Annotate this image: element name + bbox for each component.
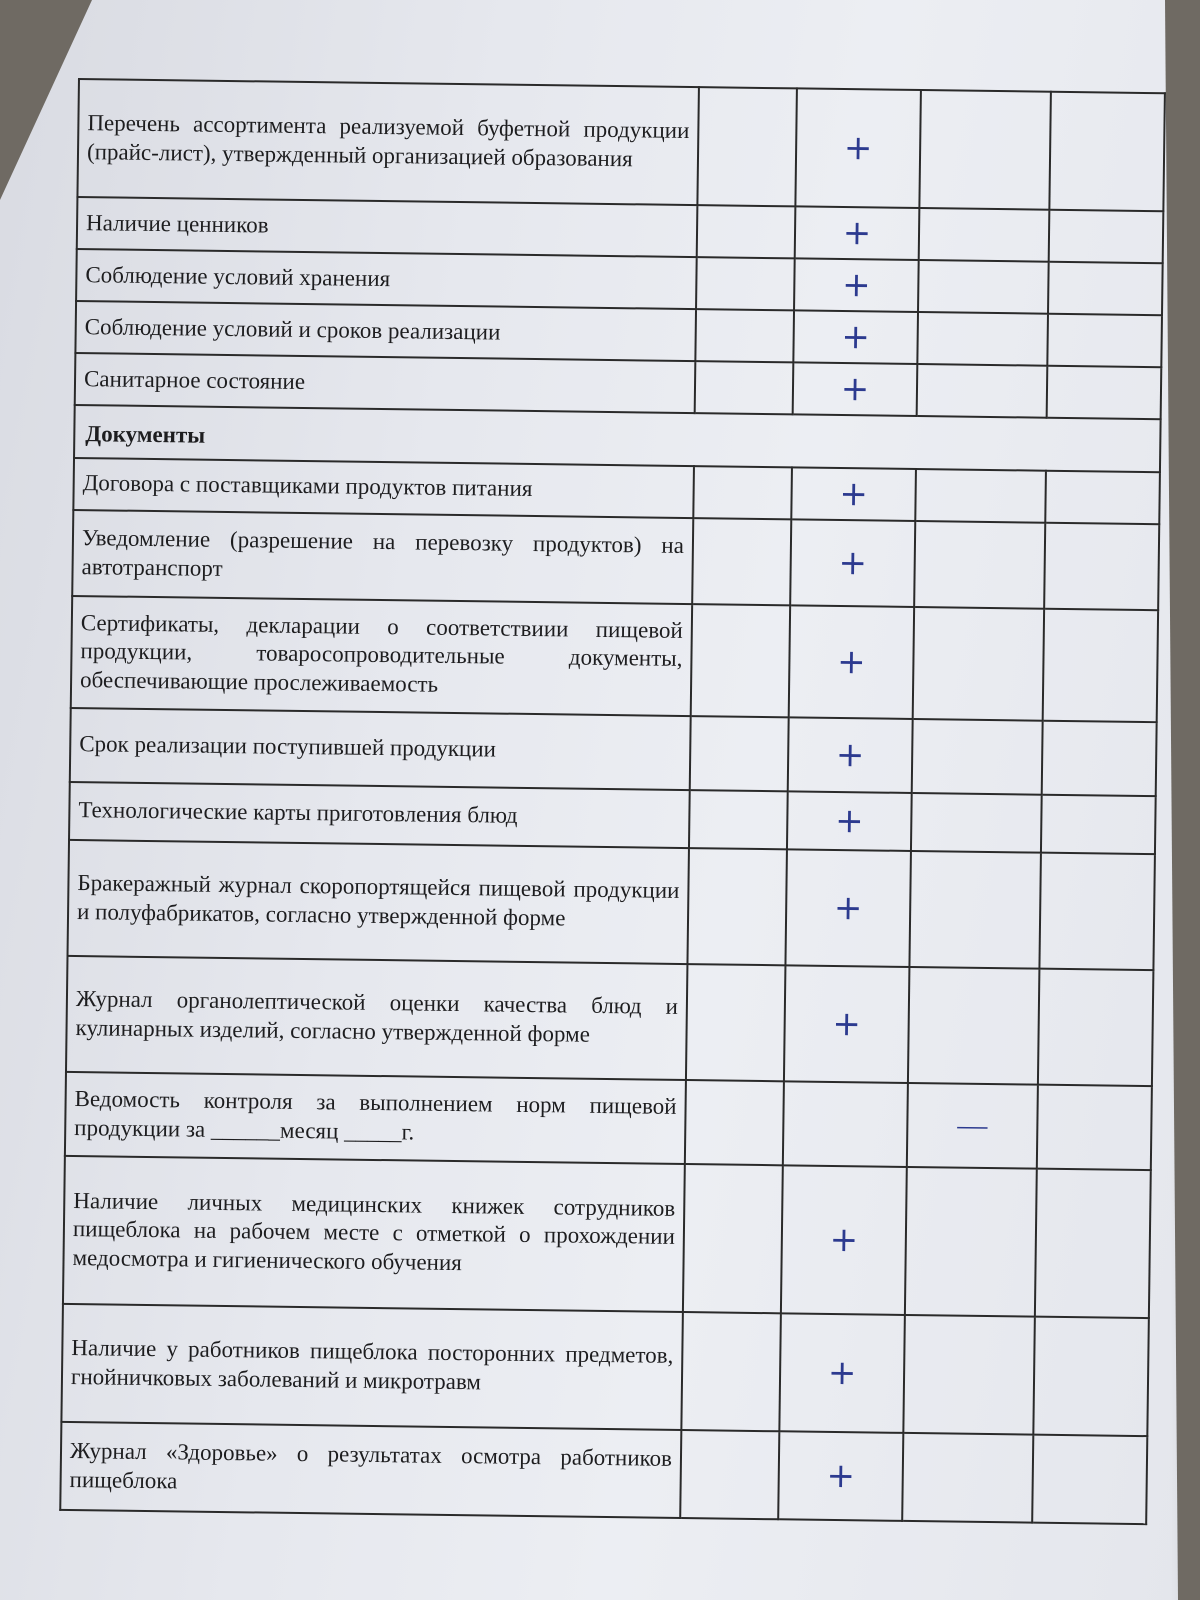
empty-cell [1033, 1316, 1149, 1435]
row-label: Санитарное состояние [75, 353, 696, 413]
row-label: Срок реализации поступившей продукции [70, 708, 691, 790]
empty-cell [914, 521, 1045, 609]
checklist-sheet [59, 78, 1164, 1525]
table-row [66, 956, 1153, 1086]
empty-cell [696, 257, 795, 310]
empty-cell [686, 964, 786, 1081]
empty-cell [1044, 522, 1159, 609]
empty-cell [1043, 608, 1158, 721]
empty-cell [1045, 470, 1160, 523]
empty-cell [903, 1315, 1035, 1435]
checklist-table [59, 78, 1166, 1525]
empty-cell [680, 1430, 779, 1519]
row-label: Ведомость контроля за выполнением норм пищевой продукции за ______месяц _____г. [65, 1072, 686, 1164]
empty-cell [913, 607, 1044, 721]
empty-cell [908, 967, 1040, 1085]
empty-cell [689, 790, 788, 849]
empty-cell [912, 719, 1043, 795]
table-row [72, 510, 1159, 610]
table-row [63, 1156, 1151, 1318]
plus-mark: + [788, 717, 913, 793]
plus-mark: + [791, 467, 916, 521]
plus-mark: + [781, 1165, 907, 1315]
empty-cell [692, 518, 791, 605]
empty-cell [697, 87, 797, 206]
plus-mark: + [787, 791, 912, 851]
empty-cell [691, 604, 790, 717]
empty-cell [1047, 366, 1162, 419]
row-label: Перечень ассортимента реализуемой буфетной продукции (прайс-лист), утвержденный организацией образования [77, 79, 698, 205]
row-label: Журнал органолептической оценки качества блюд и кулинарных изделий, согласно утвержденной форме [66, 956, 687, 1080]
plus-mark: + [789, 605, 914, 719]
empty-cell [1042, 720, 1157, 795]
empty-cell [1049, 92, 1165, 211]
dash-mark: — [907, 1083, 1038, 1169]
empty-cell [1041, 794, 1156, 853]
empty-cell [690, 716, 789, 791]
table-row [77, 79, 1164, 211]
table-row [60, 1422, 1147, 1524]
row-label: Соблюдение условий хранения [76, 249, 697, 309]
section-title: Документы [74, 405, 1161, 472]
plus-mark: + [795, 88, 921, 208]
plus-mark: + [793, 310, 918, 364]
row-label: Уведомление (разрешение на перевозку продуктов) на автотранспорт [72, 510, 693, 604]
plus-mark: + [779, 1313, 905, 1433]
empty-cell [1049, 210, 1164, 263]
empty-cell [917, 312, 1048, 366]
row-label: Бракеражный журнал скоропортящейся пищевой продукции и полуфабрикатов, согласно утвержденной форме [68, 840, 689, 964]
empty-cell [683, 1164, 783, 1313]
plus-mark: + [793, 362, 918, 416]
empty-cell [909, 851, 1041, 969]
empty-cell [1048, 262, 1163, 315]
empty-cell [1038, 968, 1154, 1085]
empty-cell [1039, 852, 1155, 969]
plus-mark: + [790, 519, 915, 607]
table-row [65, 1072, 1152, 1170]
table-row [68, 840, 1155, 970]
plus-mark: + [785, 849, 911, 967]
empty-cell [1047, 314, 1162, 367]
row-label: Соблюдение условий и сроков реализации [75, 301, 696, 361]
row-label: Журнал «Здоровье» о результатах осмотра работников пищеблока [60, 1422, 681, 1518]
empty-mark-cell [783, 1081, 908, 1167]
row-label: Сертификаты, декларации о соответствиии пищевой продукции, товаросопроводительные документы, обеспечивающие прослеживаемость [71, 596, 692, 716]
empty-cell [902, 1433, 1033, 1523]
empty-cell [695, 309, 794, 362]
empty-cell [1037, 1084, 1152, 1169]
empty-cell [697, 205, 796, 258]
empty-cell [905, 1167, 1037, 1317]
empty-cell [911, 793, 1042, 853]
table-row [71, 596, 1158, 722]
empty-cell [685, 1080, 784, 1165]
row-label: Наличие личных медицинских книжек сотрудников пищеблока на рабочем месте с отметкой о прохождении медосмотра и гигиенического обучения [63, 1156, 685, 1312]
empty-cell [917, 364, 1048, 418]
plus-mark: + [794, 258, 919, 312]
plus-mark: + [784, 965, 910, 1083]
empty-cell [695, 361, 794, 414]
row-label: Наличие ценников [77, 197, 698, 257]
plus-mark: + [778, 1431, 903, 1521]
empty-cell [1032, 1434, 1147, 1523]
table-row [61, 1304, 1148, 1436]
row-label: Наличие у работников пищеблока посторонних предметов, гнойничковых заболеваний и микротравм [61, 1304, 682, 1430]
plus-mark: + [795, 206, 920, 260]
empty-cell [918, 260, 1049, 314]
empty-cell [681, 1312, 781, 1431]
table-row [70, 708, 1157, 796]
empty-cell [915, 469, 1046, 523]
row-label: Договора с поставщиками продуктов питания [73, 458, 694, 518]
empty-cell [919, 208, 1050, 262]
row-label: Технологические карты приготовления блюд [69, 782, 690, 848]
empty-cell [687, 848, 787, 965]
empty-cell [919, 90, 1051, 210]
empty-cell [1035, 1168, 1151, 1317]
empty-cell [693, 466, 792, 519]
